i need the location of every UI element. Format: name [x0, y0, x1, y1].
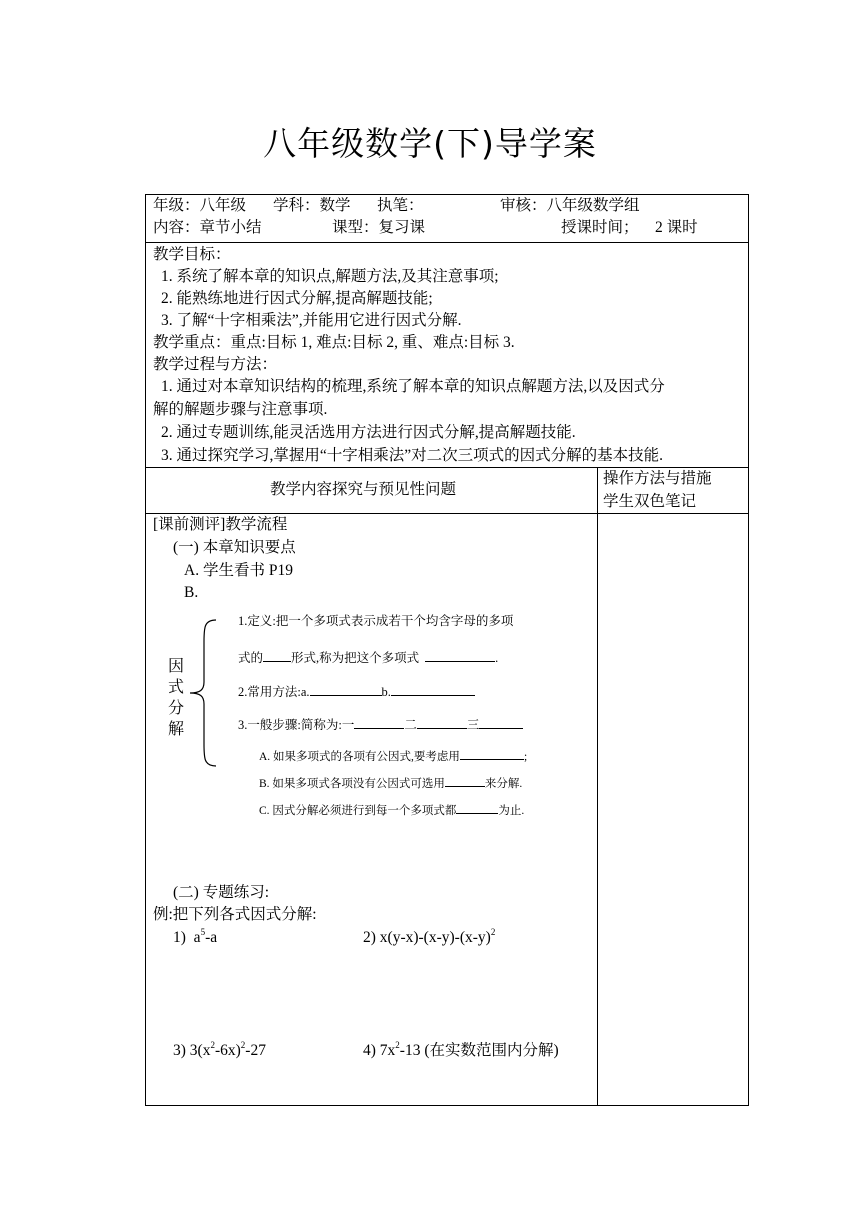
content-field: 内容：章节小结: [153, 219, 262, 236]
fill-blank[interactable]: [445, 774, 485, 787]
list-item: A. 学生看书 P19: [184, 562, 293, 579]
page-title: 八年级数学(下)导学案: [263, 124, 597, 163]
fill-blank[interactable]: [460, 747, 524, 760]
definition-line: 式的 形式,称为把这个多项式 .: [238, 651, 499, 665]
example-heading: 例:把下列各式因式分解:: [153, 906, 317, 923]
goals-heading: 教学目标：: [153, 246, 231, 263]
methods-line: 2.常用方法:a. b.: [238, 683, 475, 700]
problem-1: 1) $a^5-a$: [173, 927, 218, 946]
focus-line: 教学重点：重点:目标 1, 难点:目标 2, 重、难点:目标 3.: [153, 334, 515, 351]
lesson-type-field: 课型：复习课: [332, 219, 426, 236]
fill-blank[interactable]: [456, 801, 498, 814]
note-line: A. 如果多项式的各项有公因式,要考虑用 ;: [259, 747, 527, 765]
fill-blank[interactable]: [479, 716, 523, 729]
subject-field: 学科：数学: [273, 197, 351, 214]
process-item-continued: 解的解题步骤与注意事项.: [153, 401, 328, 418]
goal-item: 2. 能熟练地进行因式分解,提高解题技能;: [161, 290, 433, 307]
right-column-header: 学生双色笔记: [603, 493, 697, 510]
section-heading: (一) 本章知识要点: [173, 539, 296, 556]
definition-line: 1.定义:把一个多项式表示成若干个均含字母的多项: [238, 614, 514, 628]
problem-4: 4) $7x^2-13$ (在实数范围内分解): [363, 1040, 559, 1059]
vertical-label: 因 式 分 解: [167, 658, 184, 738]
process-item: 2. 通过专题训练,能灵活选用方法进行因式分解,提高解题技能.: [161, 424, 576, 441]
hours-field: 2 课时: [655, 219, 698, 236]
author-field: 执笔：: [377, 197, 424, 214]
list-item: B.: [184, 584, 199, 601]
note-line: C. 因式分解必须进行到每一个多项式都 为止.: [259, 801, 524, 819]
process-item: 3. 通过探究学习,掌握用“十字相乘法”对二次三项式的因式分解的基本技能.: [161, 447, 664, 464]
reviewer-field: 审核：八年级数学组: [500, 197, 640, 214]
fill-blank[interactable]: [391, 683, 475, 696]
time-label: 授课时间；: [561, 219, 639, 236]
fill-blank[interactable]: [417, 716, 467, 729]
left-column-header: 教学内容探究与预见性问题: [270, 481, 457, 498]
goal-item: 3. 了解“十字相乘法”,并能用它进行因式分解.: [161, 312, 462, 329]
row-divider: [146, 242, 748, 243]
section-heading: (二) 专题练习:: [173, 884, 270, 901]
left-brace-icon: [186, 618, 222, 768]
process-heading: 教学过程与方法：: [153, 356, 278, 373]
fill-blank[interactable]: [425, 649, 495, 662]
steps-line: 3.一般步骤:简称为:一 二 三: [238, 716, 523, 733]
goal-item: 1. 系统了解本章的知识点,解题方法,及其注意事项;: [161, 268, 499, 285]
problem-2: 2) $x(y-x)-(x-y)-(x-y)^2$: [363, 927, 496, 946]
right-column-header: 操作方法与措施: [603, 470, 712, 487]
grade-field: 年级：八年级: [153, 197, 247, 214]
problem-3: 3) $3(x^2-6x)^2-27$: [173, 1040, 266, 1059]
pretest-heading: [课前测评]教学流程: [153, 516, 288, 533]
fill-blank[interactable]: [310, 683, 382, 696]
note-line: B. 如果多项式各项没有公因式可选用 来分解.: [259, 774, 522, 792]
row-divider: [146, 467, 748, 468]
process-item: 1. 通过对本章知识结构的梳理,系统了解本章的知识点解题方法,以及因式分: [161, 378, 665, 395]
row-divider: [146, 513, 748, 514]
column-divider: [597, 467, 598, 1106]
fill-blank[interactable]: [354, 716, 404, 729]
fill-blank[interactable]: [263, 649, 291, 662]
